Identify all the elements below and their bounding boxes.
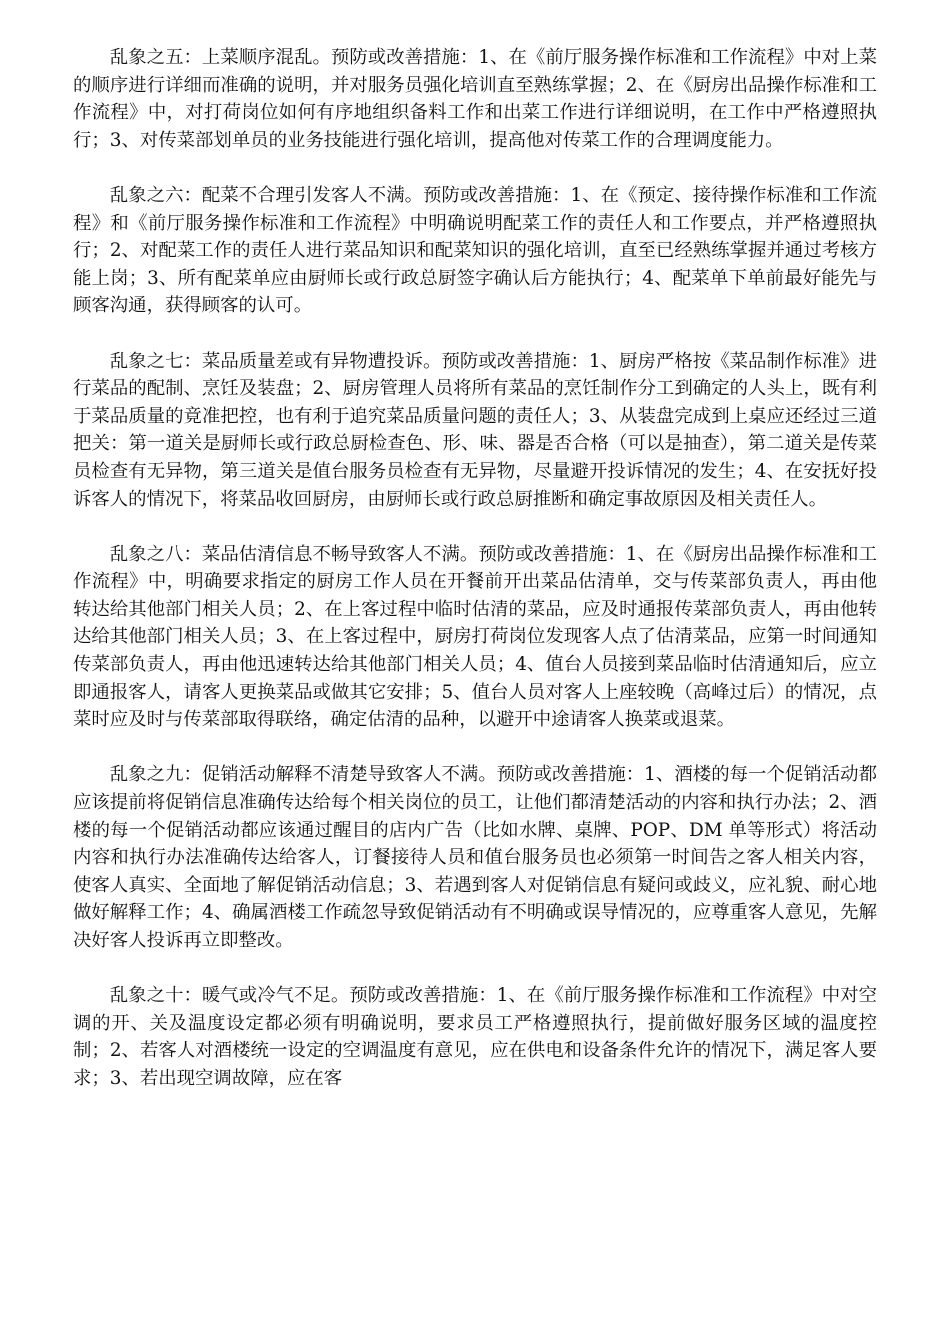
paragraph-chaos-9: 乱象之九：促销活动解释不清楚导致客人不满。预防或改善措施：1、酒楼的每一个促销活动都应该提前将促销信息准确传达给每个相关岗位的员工，让他们都清楚活动的内容和执行办法；2、酒楼的每一个促销活动都应该通过醒目的店内广告（比如水牌、桌牌、POP、DM 单等形式）将活动内容和执行办法准确传达给客人，订餐接待人员和值台服务员也必须第一时间告之客人相关内容，使客人真实、全面地了解促销活动信息；3、若遇到客人对促销信息有疑问或歧义，应礼貌、耐心地做好解释工作；4、确属酒楼工作疏忽导致促销活动有不明确或误导情况的，应尊重客人意见，先解决好客人投诉再立即整改。 (73, 764, 877, 951)
paragraph-chaos-5: 乱象之五：上菜顺序混乱。预防或改善措施：1、在《前厅服务操作标准和工作流程》中对上菜的顺序进行详细而准确的说明，并对服务员强化培训直至熟练掌握；2、在《厨房出品操作标准和工作流程》中，对打荷岗位如何有序地组织备料工作和出菜工作进行详细说明，在工作中严格遵照执行；3、对传菜部划单员的业务技能进行强化培训，提高他对传菜工作的合理调度能力。 (73, 47, 877, 151)
document-page (73, 44, 877, 1093)
paragraph-chaos-7: 乱象之七：菜品质量差或有异物遭投诉。预防或改善措施：1、厨房严格按《菜品制作标准》进行菜品的配制、烹饪及装盘；2、厨房管理人员将所有菜品的烹饪制作分工到确定的人头上，既有利于菜品质量的竟准把控，也有利于追究菜品质量问题的责任人；3、从装盘完成到上桌应还经过三道把关：第一道关是厨师长或行政总厨检查色、形、味、器是否合格（可以是抽查），第二道关是传菜员检查有无异物，第三道关是值台服务员检查有无异物，尽量避开投诉情况的发生；4、在安抚好投诉客人的情况下，将菜品收回厨房，由厨师长或行政总厨推断和确定事故原因及相关责任人。 (73, 350, 877, 510)
paragraph-chaos-6: 乱象之六：配菜不合理引发客人不满。预防或改善措施：1、在《预定、接待操作标准和工作流程》和《前厅服务操作标准和工作流程》中明确说明配菜工作的责任人和工作要点，并严格遵照执行；2、对配菜工作的责任人进行菜品知识和配菜知识的强化培训，直至已经熟练掌握并通过考核方能上岗；3、所有配菜单应由厨师长或行政总厨签字确认后方能执行；4、配菜单下单前最好能先与顾客沟通，获得顾客的认可。 (73, 184, 877, 317)
paragraph-chaos-8: 乱象之八：菜品估清信息不畅导致客人不满。预防或改善措施：1、在《厨房出品操作标准和工作流程》中，明确要求指定的厨房工作人员在开餐前开出菜品估清单，交与传菜部负责人，再由他转达给其他部门相关人员；2、在上客过程中临时估清的菜品，应及时通报传菜部负责人，再由他转达给其他部门相关人员；3、在上客过程中，厨房打荷岗位发现客人点了估清菜品，应第一时间通知传菜部负责人，再由他迅速转达给其他部门相关人员；4、值台人员接到菜品临时估清通知后，应立即通报客人，请客人更换菜品或做其它安排；5、值台人员对客人上座较晚（高峰过后）的情况，点菜时应及时与传菜部取得联络，确定估清的品种，以避开中途请客人换菜或退菜。 (73, 543, 877, 731)
paragraph-chaos-10: 乱象之十：暖气或冷气不足。预防或改善措施：1、在《前厅服务操作标准和工作流程》中对空调的开、关及温度设定都必须有明确说明，要求员工严格遵照执行，提前做好服务区域的温度控制；2、若客人对酒楼统一设定的空调温度有意见，应在供电和设备条件允许的情况下，满足客人要求；3、若出现空调故障，应在客 (73, 985, 877, 1089)
